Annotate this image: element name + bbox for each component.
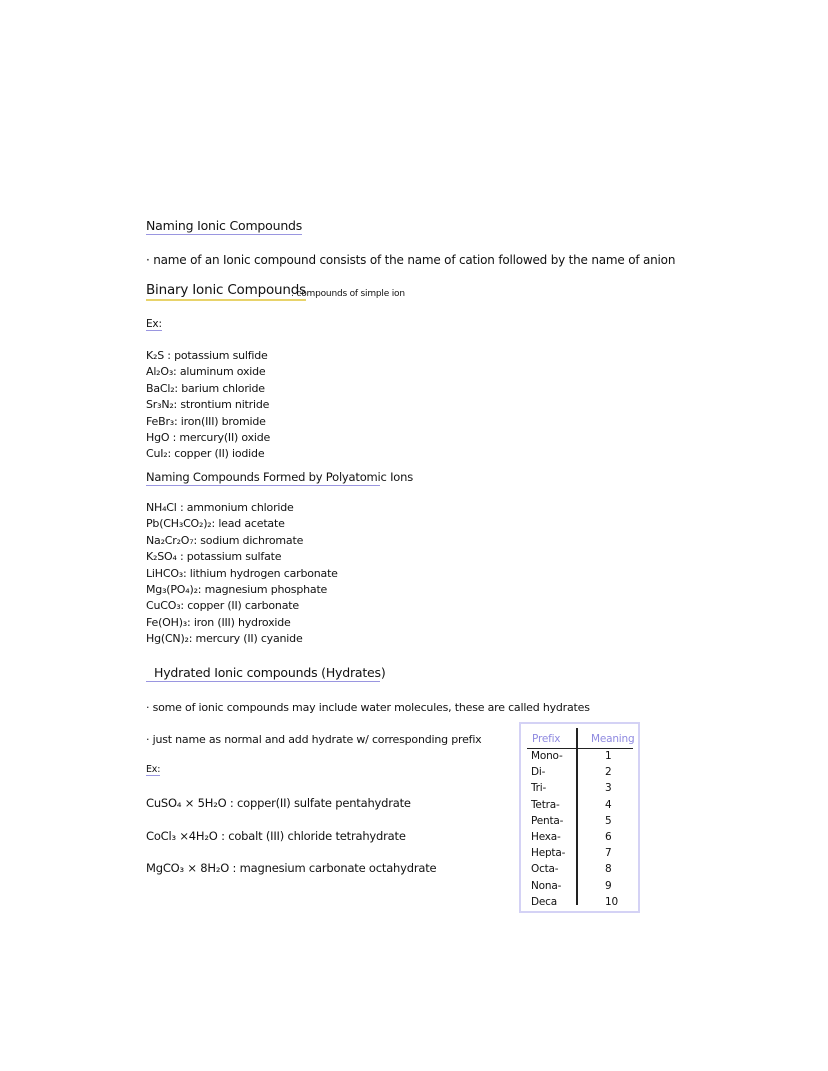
binary-example: BaCl₂: barium chloride <box>146 381 265 395</box>
meaning-cell: 2 <box>605 766 612 779</box>
prefix-cell: Octa- <box>531 863 559 876</box>
binary-examples-list <box>146 348 270 463</box>
section-title-hydrates: Hydrated Ionic compounds (Hydrates) <box>146 665 380 682</box>
prefix-table-body <box>527 750 633 912</box>
polyatomic-example: Pb(CH₃CO₂)₂: lead acetate <box>146 517 285 531</box>
polyatomic-example: LiHCO₃: lithium hydrogen carbonate <box>146 566 338 580</box>
polyatomic-example: Na₂Cr₂O₇: sodium dichromate <box>146 533 304 547</box>
binary-ex-label: Ex: <box>146 318 162 330</box>
meaning-cell: 10 <box>605 895 618 908</box>
binary-example: Al₂O₃: aluminum oxide <box>146 365 266 379</box>
prefix-cell: Di- <box>531 766 546 779</box>
hydrates-ex-label: Ex: <box>146 764 161 775</box>
table-row <box>527 847 633 863</box>
naming-rule-bullet: · name of an Ionic compound consists of the name of cation followed by the name of anion <box>146 253 676 267</box>
meaning-cell: 3 <box>605 782 612 795</box>
polyatomic-example: Fe(OH)₃: iron (III) hydroxide <box>146 615 291 629</box>
prefix-cell: Hepta- <box>531 847 566 860</box>
prefix-cell: Hexa- <box>531 830 561 843</box>
table-row <box>527 896 633 912</box>
table-row <box>527 799 633 815</box>
table-row <box>527 782 633 798</box>
prefix-table <box>519 722 640 913</box>
prefix-cell: Penta- <box>531 814 564 827</box>
hydrate-example: MgCO₃ × 8H₂O : magnesium carbonate octahydrate <box>146 861 437 875</box>
prefix-cell: Deca <box>531 895 557 908</box>
meaning-cell: 8 <box>605 863 612 876</box>
table-row <box>527 766 633 782</box>
prefix-table-header <box>527 732 633 749</box>
meaning-cell: 6 <box>605 830 612 843</box>
hydrates-bullet-2: · just name as normal and add hydrate w/ corresponding prefix <box>146 733 482 746</box>
binary-subtitle: : compounds of simple ion <box>291 289 405 299</box>
section-title-binary-ionic-compounds: Binary Ionic Compounds <box>146 282 306 301</box>
hydrate-example: CoCl₃ ×4H₂O : cobalt (III) chloride tetrahydrate <box>146 829 406 843</box>
table-row <box>527 815 633 831</box>
prefix-column-header: Prefix <box>532 733 561 745</box>
prefix-cell: Nona- <box>531 879 562 892</box>
table-row <box>527 831 633 847</box>
polyatomic-example: K₂SO₄ : potassium sulfate <box>146 550 282 564</box>
binary-example: CuI₂: copper (II) iodide <box>146 447 265 461</box>
polyatomic-example: CuCO₃: copper (II) carbonate <box>146 599 299 613</box>
meaning-cell: 1 <box>605 750 612 762</box>
binary-example: HgO : mercury(II) oxide <box>146 431 271 445</box>
polyatomic-example: NH₄Cl : ammonium chloride <box>146 501 294 514</box>
section-title-naming-ionic-compounds: Naming Ionic Compounds <box>146 218 303 233</box>
section-title-polyatomic-ions: Naming Compounds Formed by Polyatomic Ions <box>146 470 414 484</box>
binary-example: Sr₃N₂: strontium nitride <box>146 398 270 412</box>
meaning-cell: 9 <box>605 879 612 892</box>
polyatomic-examples-list <box>146 500 338 648</box>
meaning-column-header: Meaning <box>591 733 635 745</box>
table-row <box>527 863 633 879</box>
prefix-cell: Tri- <box>531 782 547 795</box>
table-row <box>527 750 633 766</box>
binary-example: FeBr₃: iron(III) bromide <box>146 414 266 428</box>
prefix-cell: Tetra- <box>531 798 560 811</box>
polyatomic-example: Mg₃(PO₄)₂: magnesium phosphate <box>146 583 328 597</box>
polyatomic-example: Hg(CN)₂: mercury (II) cyanide <box>146 632 303 646</box>
hydrate-example: CuSO₄ × 5H₂O : copper(II) sulfate pentahydrate <box>146 796 411 810</box>
binary-example: K₂S : potassium sulfide <box>146 349 268 362</box>
meaning-cell: 5 <box>605 814 612 827</box>
table-row <box>527 880 633 896</box>
meaning-cell: 7 <box>605 847 612 860</box>
meaning-cell: 4 <box>605 798 612 811</box>
prefix-cell: Mono- <box>531 750 563 762</box>
hydrates-bullet-1: · some of ionic compounds may include water molecules, these are called hydrates <box>146 701 590 714</box>
